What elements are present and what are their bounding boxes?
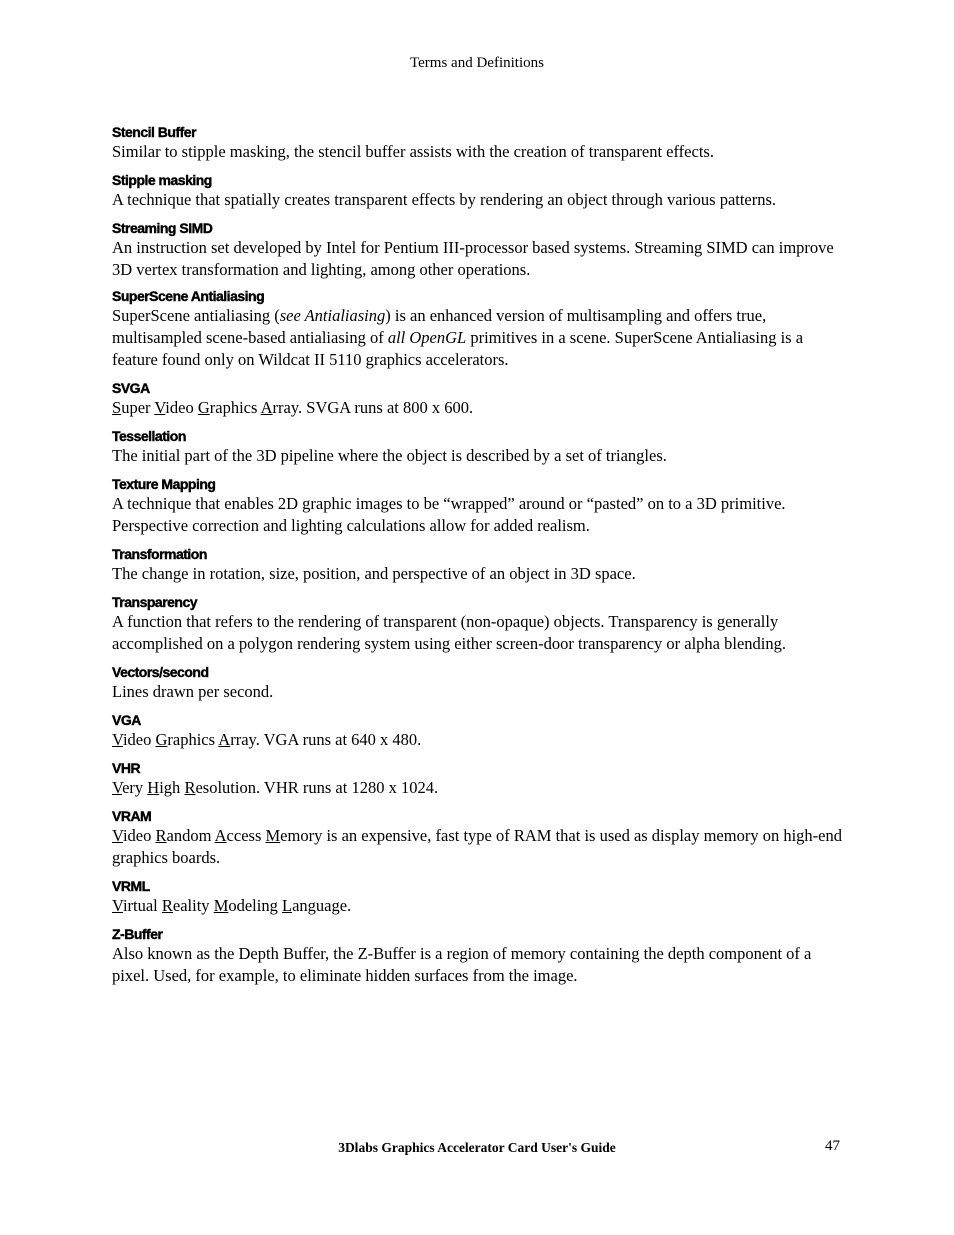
glossary-term: Stencil Buffer [112,124,197,140]
definition-text: ery [122,778,148,797]
definition-text: igh [159,778,185,797]
definition-text: emory is an expensive, fast type of RAM that is used as display memory on high-end graphics boards. [112,826,842,867]
glossary-entry [112,593,852,655]
glossary-term: Texture Mapping [112,476,216,492]
definition-text: L [281,896,293,915]
glossary-entry [112,171,852,211]
glossary-list [112,115,852,987]
glossary-definition [112,397,852,419]
glossary-entry [112,925,852,987]
definition-text: R [184,778,196,797]
definition-text: R [161,896,173,915]
definition-text: The initial part of the 3D pipeline where the object is described by a set of triangles. [112,446,667,465]
glossary-entry [112,287,852,371]
glossary-entry [112,759,852,799]
glossary-definition [112,445,852,467]
definition-text: A [260,398,273,417]
glossary-term: VGA [112,712,141,728]
glossary-definition [112,611,852,655]
glossary-definition [112,563,852,585]
glossary-term: Transparency [112,594,198,610]
definition-text: SuperScene antialiasing ( [112,306,280,325]
definition-text: R [155,826,167,845]
glossary-term: Tessellation [112,428,186,444]
definition-text: V [112,778,123,797]
glossary-entry [112,427,852,467]
definition-text: odeling [228,896,282,915]
definition-text: V [112,896,123,915]
glossary-definition [112,825,852,869]
glossary-term: SuperScene Antialiasing [112,288,265,304]
glossary-term: Transformation [112,546,207,562]
glossary-entry [112,545,852,585]
definition-text: irtual [122,896,162,915]
definition-text: see Antialiasing [279,306,386,325]
definition-text: H [147,778,160,797]
page-header: Terms and Definitions [410,55,544,71]
footer-title: 3Dlabs Graphics Accelerator Card User's Guide [338,1140,616,1155]
glossary-entry [112,475,852,537]
definition-text: eality [172,896,214,915]
definition-text: ) is an enhanced version of multisampling and offers true, multisampled scene-based antialiasing of [112,306,767,347]
glossary-definition [112,895,852,917]
definition-text: M [265,826,281,845]
glossary-definition [112,493,852,537]
definition-text: V [112,826,123,845]
definition-text: The change in rotation, size, position, and perspective of an object in 3D space. [112,564,636,583]
definition-text: A technique that enables 2D graphic images to be “wrapped” around or “pasted” on to a 3D primitive. Perspective correction and lighting calculations allow for added realism. [112,494,786,535]
glossary-definition [112,141,852,163]
definition-text: esolution. VHR runs at 1280 x 1024. [195,778,439,797]
definition-text: An instruction set developed by Intel for Pentium III-processor based systems. Streaming SIMD can improve 3D vertex transformation and lighting, among other operations. [112,238,834,279]
definition-text: M [213,896,229,915]
glossary-entry [112,663,852,703]
glossary-definition [112,943,852,987]
definition-text: all OpenGL [387,328,467,347]
definition-text: raphics [209,398,261,417]
glossary-term: SVGA [112,380,150,396]
definition-text: ccess [226,826,266,845]
definition-text: ideo [122,826,156,845]
definition-text: Similar to stipple masking, the stencil buffer assists with the creation of transparent effects. [112,142,714,161]
glossary-term: Vectors/second [112,664,209,680]
glossary-definition [112,305,852,371]
definition-text: A [218,730,231,749]
definition-text: G [155,730,168,749]
glossary-entry [112,379,852,419]
definition-text: andom [166,826,215,845]
glossary-term: VRAM [112,808,152,824]
glossary-entry [112,807,852,869]
definition-text: rray. VGA runs at 640 x 480. [230,730,422,749]
glossary-entry [112,877,852,917]
glossary-entry [112,711,852,751]
definition-text: G [197,398,210,417]
definition-text: V [112,730,123,749]
definition-text: A technique that spatially creates transparent effects by rendering an object through various patterns. [112,190,777,209]
glossary-definition [112,729,852,751]
glossary-term: Z-Buffer [112,926,163,942]
page-number: 47 [825,1138,840,1154]
glossary-term: Streaming SIMD [112,220,213,236]
glossary-term: Stipple masking [112,172,212,188]
definition-text: A [214,826,227,845]
definition-text: anguage. [292,896,352,915]
definition-text: V [154,398,166,417]
glossary-definition [112,189,852,211]
definition-text: ideo [122,730,156,749]
definition-text: rray. SVGA runs at 800 x 600. [272,398,474,417]
glossary-definition [112,681,852,703]
glossary-term: VRML [112,878,150,894]
definition-text: Also known as the Depth Buffer, the Z-Buffer is a region of memory containing the depth component of a pixel. Used, for example, to eliminate hidden surfaces from the image. [112,944,812,985]
definition-text: raphics [167,730,219,749]
definition-text: A function that refers to the rendering of transparent (non-opaque) objects. Transparency is generally accomplished on a polygon rendering system using either screen-door transparency or alpha blending. [112,612,787,653]
glossary-definition [112,237,852,281]
glossary-definition [112,777,852,799]
definition-text: ideo [165,398,198,417]
definition-text: uper [121,398,155,417]
glossary-entry [112,219,852,281]
definition-text: primitives in a scene. SuperScene Antialiasing is a feature found only on Wildcat II 5110 graphics accelerators. [112,328,804,369]
definition-text: S [112,398,122,417]
definition-text: Lines drawn per second. [112,682,274,701]
glossary-entry [112,123,852,163]
glossary-term: VHR [112,760,141,776]
